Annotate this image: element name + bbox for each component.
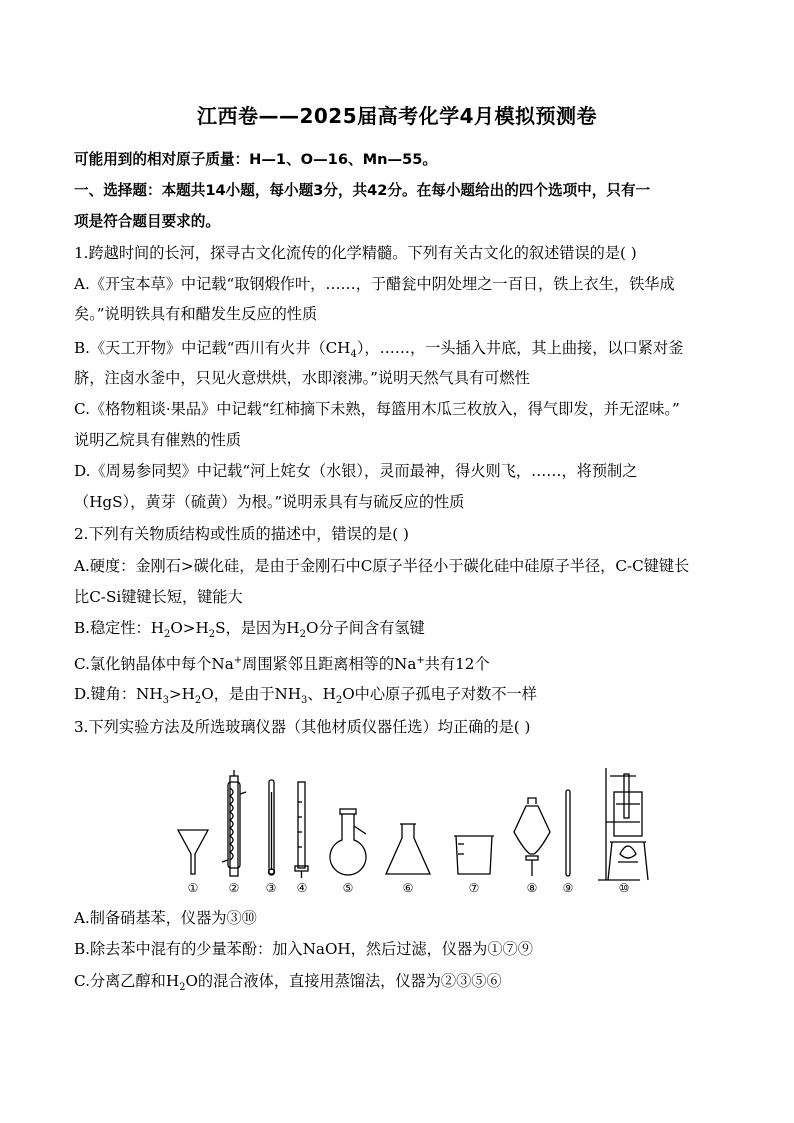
q1-b-text-pre: B.《天工开物》中记载“西川有火井（CH (74, 339, 351, 357)
q2-c-seg: 共有12个 (424, 655, 490, 674)
funnel-drawing (178, 830, 208, 874)
apparatus-label-9: ⑨ (562, 881, 574, 895)
q2-c-sup: + (416, 655, 425, 666)
q2-d-sub: 2 (194, 695, 202, 707)
q2-c-seg: C.氯化钠晶体中每个Na (74, 655, 234, 674)
q2-c-seg: 周围紧邻且距离相等的Na (242, 655, 417, 674)
q2-c-sup: + (233, 655, 243, 666)
beaker-drawing (454, 836, 494, 874)
q2-d-seg: O中心原子孤电子对数不一样 (342, 685, 537, 703)
apparatus-label-8: ⑧ (526, 881, 538, 895)
apparatus-label-10: ⑩ (618, 881, 630, 895)
section-heading-line1: 一、选择题：本题共14小题，每小题3分，共42分。在每小题给出的四个选项中，只有一 (74, 182, 651, 199)
apparatus-label-7: ⑦ (468, 881, 480, 895)
q2-b-sub: 2 (299, 629, 306, 641)
q1-option-c-line2: 说明乙烷具有催熟的性质 (74, 431, 242, 449)
exam-title: 江西卷——2025届高考化学4月模拟预测卷 (196, 104, 598, 128)
q3-option-c (74, 971, 734, 998)
apparatus-label-6: ⑥ (402, 881, 414, 895)
q2-d-sub: 2 (335, 695, 343, 707)
apparatus-label-3: ③ (265, 881, 277, 895)
q2-d-seg: 、H (307, 685, 336, 703)
section-heading-line2: 项是符合题目要求的。 (74, 213, 220, 230)
apparatus-label-4: ④ (296, 881, 308, 895)
q2-d-sub: 3 (301, 695, 308, 707)
condenser-drawing (222, 770, 246, 876)
q1-stem: 1.跨越时间的长河，探寻古文化流传的化学精髓。下列有关古文化的叙述错误的是( ) (74, 244, 637, 262)
q3-c-seg: C.分离乙醇和H (74, 972, 180, 990)
q2-option-b (74, 618, 734, 645)
q2-b-seg: S，是因为H (215, 619, 300, 637)
glass-rod-drawing (566, 790, 570, 876)
water-bath-setup-drawing (598, 768, 648, 880)
burette-drawing (295, 782, 308, 878)
q2-d-seg: O，是由于NH (201, 685, 302, 703)
q2-option-a-line1: A.硬度：金刚石>碳化硅，是由于金刚石中C原子半径小于碳化硅中硅原子半径，C-C键键长 (74, 557, 690, 575)
glassware-figure (140, 762, 660, 898)
q3-c-sub: 2 (179, 982, 186, 994)
q1-option-c-line1: C.《格物粗谈·果品》中记载“红柿摘下未熟，每篮用木瓜三枚放入，得气即发，并无涩味。” (74, 400, 680, 418)
q2-b-seg: B.稳定性：H (74, 619, 164, 637)
q2-d-seg: D.键角：NH (74, 685, 163, 703)
apparatus-label-1: ① (187, 881, 199, 895)
q2-b-sub: 2 (208, 629, 216, 641)
q1-option-a-line1: A.《开宝本草》中记载“取钢煅作叶，……，于醋瓮中阴处埋之一百日，铁上衣生，铁华成 (74, 275, 675, 293)
q2-d-seg: >H (168, 685, 195, 703)
q1-option-a-line2: 矣。”说明铁具有和醋发生反应的性质 (74, 305, 318, 323)
q2-b-sub: 2 (163, 629, 171, 641)
q2-option-d (74, 684, 734, 711)
q2-d-sub: 3 (162, 695, 169, 707)
q2-option-a-line2: 比C-Si键键长短，键能大 (74, 588, 243, 606)
q1-option-b-line2: 脐，注卤水釜中，只见火意烘烘，水即滚沸。”说明天然气具有可燃性 (74, 369, 530, 387)
q3-stem: 3.下列实验方法及所选玻璃仪器（其他材质仪器任选）均正确的是( ) (74, 718, 531, 736)
q2-b-seg: O>H (170, 619, 209, 637)
distillation-flask-drawing (330, 809, 366, 875)
q3-c-seg: O的混合液体，直接用蒸馏法，仪器为②③⑤⑥ (185, 972, 502, 990)
thermometer-drawing (269, 780, 275, 875)
q2-option-c (74, 651, 734, 674)
q1-b-subscript: 4 (350, 349, 357, 361)
q1-option-d-line2: （HgS），黄芽（硫黄）为根。”说明汞具有与硫反应的性质 (74, 493, 465, 511)
apparatus-label-2: ② (228, 881, 240, 895)
q3-option-a: A.制备硝基苯，仪器为③⑩ (74, 909, 257, 927)
atomic-masses-note: 可能用到的相对原子质量：H—1、O—16、Mn—55。 (74, 151, 437, 168)
q1-option-b-line1 (74, 338, 734, 365)
q1-b-text-post: ），……，一头插入井底，其上曲接，以口紧对釜 (356, 339, 684, 357)
q2-stem: 2.下列有关物质结构或性质的描述中，错误的是( ) (74, 525, 409, 543)
conical-flask-drawing (386, 824, 430, 874)
q2-b-seg: O分子间含有氢键 (305, 619, 425, 637)
q3-option-b: B.除去苯中混有的少量苯酚：加入NaOH，然后过滤，仪器为①⑦⑨ (74, 940, 533, 958)
q1-option-d-line1: D.《周易参同契》中记载“河上姹女（水银），灵而最神，得火则飞，……，将预制之 (74, 462, 638, 480)
separatory-funnel-drawing (514, 798, 550, 876)
apparatus-label-5: ⑤ (342, 881, 354, 895)
